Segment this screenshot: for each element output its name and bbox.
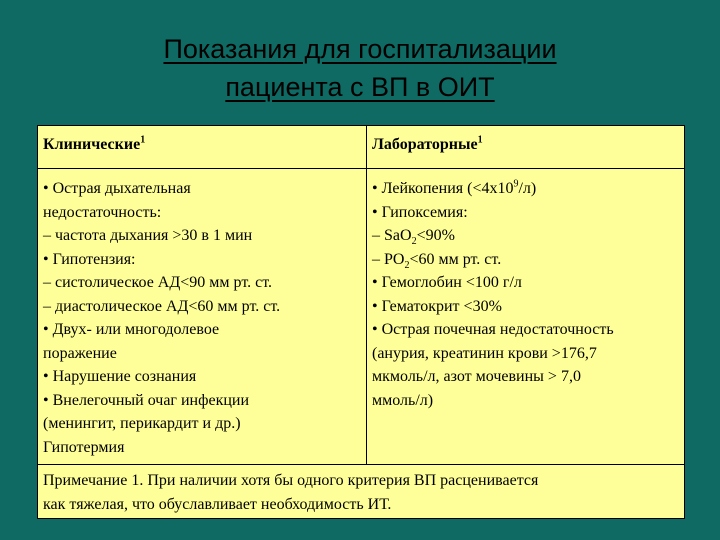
list-item: • Гематокрит <30% xyxy=(372,297,502,315)
header-lab xyxy=(372,136,483,154)
header-clinical xyxy=(43,136,145,154)
lab-criteria-list xyxy=(372,177,682,412)
footnote-line-2: как тяжелая, что обуславливает необходимость ИТ. xyxy=(43,496,392,513)
list-item: – $PO_2<60$ мм рт. ст. xyxy=(372,250,502,271)
list-item: • Острая почечная недостаточность xyxy=(372,321,614,338)
header-clinical-footnote: 1 xyxy=(140,134,146,146)
list-item: Гипотермия xyxy=(43,438,125,456)
list-item: • Лейкопения $(<4х10^9/л)$ xyxy=(372,178,537,197)
list-item: мкмоль/л, азот мочевины > 7,0 xyxy=(372,368,581,385)
list-item: недостаточность: xyxy=(43,203,162,221)
header-lab-label: Лабораторные xyxy=(372,136,478,153)
footnote xyxy=(43,469,683,517)
clinical-criteria-list xyxy=(43,177,363,459)
note-divider xyxy=(38,464,684,465)
list-item: – SaO$_2$<90% xyxy=(372,227,455,248)
list-item: (анурия, креатинин крови >176,7 xyxy=(372,344,597,362)
list-item: ммоль/л) xyxy=(372,391,434,409)
list-item: (менингит, перикардит и др.) xyxy=(43,415,241,432)
list-item: – диастолическое АД<60 мм рт. ст. xyxy=(43,297,281,315)
list-item: – систолическое АД<90 мм рт. ст. xyxy=(43,274,272,291)
list-item: • Гемоглобин <100 г/л xyxy=(372,274,522,291)
header-lab-footnote: 1 xyxy=(477,134,483,146)
list-item: – частота дыхания >30 в 1 мин xyxy=(43,227,253,244)
slide-title xyxy=(0,30,720,106)
footnote-line-1: Примечание 1. При наличии хотя бы одного критерия ВП расценивается xyxy=(43,472,539,489)
criteria-table xyxy=(37,125,685,519)
column-divider xyxy=(366,126,367,464)
list-item: • Внелегочный очаг инфекции xyxy=(43,391,250,409)
header-divider xyxy=(38,168,684,169)
list-item: • Нарушение сознания xyxy=(43,368,197,385)
list-item: • Острая дыхательная xyxy=(43,180,191,197)
list-item: поражение xyxy=(43,344,117,362)
list-item: • Двух- или многодолевое xyxy=(43,321,220,338)
list-item: • Гипоксемия: xyxy=(372,203,468,221)
title-line-1: Показания для госпитализации xyxy=(163,34,557,64)
header-clinical-label: Клинические xyxy=(43,136,141,153)
title-line-2: пациента с ВП в ОИТ xyxy=(225,72,495,102)
list-item: • Гипотензия: xyxy=(43,250,136,268)
